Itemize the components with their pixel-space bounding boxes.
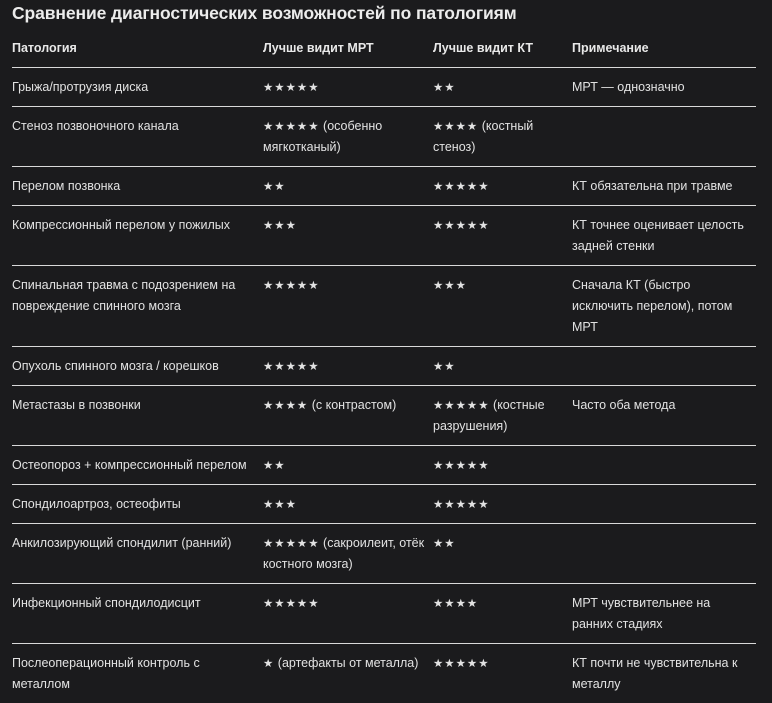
cell-pathology: Перелом позвонка: [12, 167, 263, 206]
star-rating-icon: ★★★: [263, 497, 297, 511]
header-ct: Лучше видит КТ: [433, 32, 572, 68]
star-rating-icon: ★★: [433, 536, 456, 550]
star-rating-icon: ★★★★: [433, 596, 478, 610]
cell-pathology: Метастазы в позвонки: [12, 386, 263, 446]
star-rating-icon: ★★★★★: [433, 656, 490, 670]
star-rating-icon: ★★★★: [433, 119, 478, 133]
cell-remark: КТ почти не чувствительна к металлу: [572, 644, 756, 703]
table-row: [12, 347, 756, 386]
cell-ct: [433, 524, 572, 584]
cell-remark: [572, 485, 756, 524]
star-rating-icon: ★★★★★: [263, 359, 320, 373]
cell-pathology: Компрессионный перелом у пожилых: [12, 206, 263, 266]
mri-note: (с контрастом): [308, 398, 396, 412]
cell-mri: [263, 206, 433, 266]
cell-mri: [263, 524, 433, 584]
star-rating-icon: ★★★★★: [263, 596, 320, 610]
cell-pathology: Опухоль спинного мозга / корешков: [12, 347, 263, 386]
cell-pathology: Спондилоартроз, остеофиты: [12, 485, 263, 524]
table-row: [12, 524, 756, 584]
cell-remark: МРТ — однозначно: [572, 68, 756, 107]
cell-mri: [263, 167, 433, 206]
table-row: [12, 584, 756, 644]
star-rating-icon: ★★: [263, 458, 286, 472]
header-mri: Лучше видит МРТ: [263, 32, 433, 68]
cell-ct: [433, 446, 572, 485]
table-row: [12, 644, 756, 703]
cell-ct: [433, 347, 572, 386]
star-rating-icon: ★★★★★: [433, 218, 490, 232]
star-rating-icon: ★★: [433, 80, 456, 94]
star-rating-icon: ★★★★★: [263, 119, 320, 133]
cell-remark: Часто оба метода: [572, 386, 756, 446]
cell-pathology: Послеоперационный контроль с металлом: [12, 644, 263, 703]
table-row: [12, 68, 756, 107]
cell-remark: [572, 524, 756, 584]
ct-note: (костные разрушения): [433, 398, 545, 433]
cell-pathology: Спинальная травма с подозрением на повреждение спинного мозга: [12, 266, 263, 347]
cell-mri: [263, 266, 433, 347]
cell-pathology: Стеноз позвоночного канала: [12, 107, 263, 167]
star-rating-icon: ★★★★★: [433, 497, 490, 511]
table-row: [12, 167, 756, 206]
star-rating-icon: ★★★★★: [433, 458, 490, 472]
cell-mri: [263, 347, 433, 386]
cell-mri: [263, 107, 433, 167]
comparison-table: [12, 32, 756, 703]
star-rating-icon: ★: [263, 656, 274, 670]
table-row: [12, 266, 756, 347]
cell-ct: [433, 206, 572, 266]
star-rating-icon: ★★: [263, 179, 286, 193]
star-rating-icon: ★★★★★: [263, 536, 320, 550]
table-row: [12, 386, 756, 446]
star-rating-icon: ★★★★: [263, 398, 308, 412]
mri-note: (особенно мягкотканый): [263, 119, 382, 154]
table-row: [12, 107, 756, 167]
star-rating-icon: ★★★★★: [263, 80, 320, 94]
cell-pathology: Грыжа/протрузия диска: [12, 68, 263, 107]
cell-mri: [263, 485, 433, 524]
cell-ct: [433, 386, 572, 446]
table-row: [12, 206, 756, 266]
ct-note: (костный стеноз): [433, 119, 533, 154]
header-pathology: Патология: [12, 32, 263, 68]
star-rating-icon: ★★★★★: [263, 278, 320, 292]
cell-mri: [263, 446, 433, 485]
cell-pathology: Остеопороз + компрессионный перелом: [12, 446, 263, 485]
cell-remark: [572, 446, 756, 485]
cell-pathology: Инфекционный спондилодисцит: [12, 584, 263, 644]
cell-remark: КТ точнее оценивает целость задней стенки: [572, 206, 756, 266]
table-row: [12, 446, 756, 485]
cell-remark: МРТ чувствительнее на ранних стадиях: [572, 584, 756, 644]
star-rating-icon: ★★: [433, 359, 456, 373]
cell-remark: [572, 107, 756, 167]
cell-remark: Сначала КТ (быстро исключить перелом), потом МРТ: [572, 266, 756, 347]
table-header-row: [12, 32, 756, 68]
cell-mri: [263, 644, 433, 703]
cell-ct: [433, 68, 572, 107]
mri-note: (артефакты от металла): [274, 656, 418, 670]
table-row: [12, 485, 756, 524]
cell-mri: [263, 68, 433, 107]
cell-ct: [433, 167, 572, 206]
cell-pathology: Анкилозирующий спондилит (ранний): [12, 524, 263, 584]
cell-mri: [263, 386, 433, 446]
cell-ct: [433, 485, 572, 524]
header-remark: Примечание: [572, 32, 756, 68]
star-rating-icon: ★★★★★: [433, 179, 490, 193]
cell-ct: [433, 644, 572, 703]
cell-ct: [433, 107, 572, 167]
star-rating-icon: ★★★: [263, 218, 297, 232]
cell-ct: [433, 266, 572, 347]
star-rating-icon: ★★★: [433, 278, 467, 292]
cell-remark: [572, 347, 756, 386]
cell-mri: [263, 584, 433, 644]
mri-note: (сакроилеит, отёк костного мозга): [263, 536, 424, 571]
page-title: Сравнение диагностических возможностей по патологиям: [12, 3, 517, 24]
star-rating-icon: ★★★★★: [433, 398, 490, 412]
cell-ct: [433, 584, 572, 644]
cell-remark: КТ обязательна при травме: [572, 167, 756, 206]
